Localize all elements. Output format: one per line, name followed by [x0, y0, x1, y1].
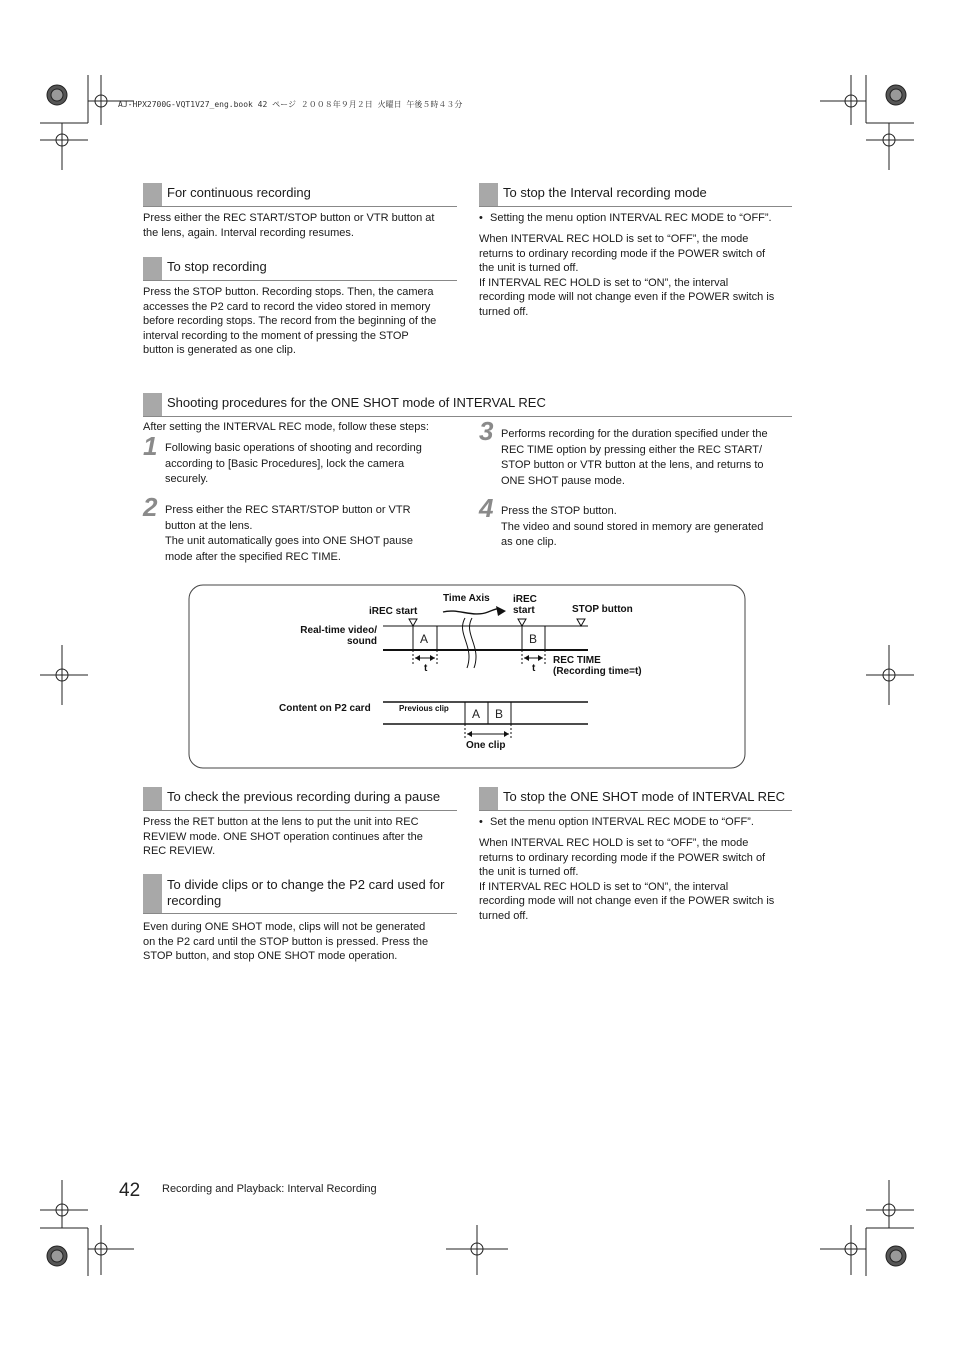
segment-a: A	[420, 632, 429, 646]
para-stop-recording: Press the STOP button. Recording stops. Then, the camera accesses the P2 card to record the video stored in memory before recording stops. The record from the beginning of the interval recording to the moment of pressing the STOP button is generated as one clip.	[143, 286, 437, 357]
label-rec-time-2: (Recording time=t)	[553, 666, 642, 677]
label-t-1: t	[424, 663, 428, 674]
print-header: AJ-HPX2700G-VQT1V27_eng.book 42 ページ ２００８年９月２日 火曜日 午後５時４３分	[118, 100, 463, 109]
step-1-text: Following basic operations of shooting and recording according to [Basic Procedures], lock the camera securely.	[165, 442, 422, 485]
page-number: 42	[119, 1180, 141, 1201]
label-irec-start-2a: iREC	[513, 594, 537, 605]
heading-stop-recording: To stop recording	[143, 257, 457, 281]
para-divide-clips: Even during ONE SHOT mode, clips will not be generated on the P2 card until the STOP button is pressed. Press the STOP button, and stop ONE SHOT mode operation.	[143, 921, 429, 963]
label-realtime-1: Real-time video/	[300, 625, 377, 636]
step-3-text: Performs recording for the duration specified under the REC TIME option by pressing either the REC START/ STOP button or VTR button at the lens, and returns to ONE SHOT pause mode.	[501, 428, 768, 487]
heading-continuous-recording: For continuous recording	[143, 183, 457, 207]
label-rec-time-1: REC TIME	[553, 655, 601, 666]
footer-section-title: Recording and Playback: Interval Recording	[162, 1183, 377, 1195]
step-1-number: 1	[143, 431, 158, 461]
label-one-clip: One clip	[466, 740, 506, 751]
heading-stop-one-shot: To stop the ONE SHOT mode of INTERVAL REC	[479, 787, 792, 811]
para-stop-one-shot: When INTERVAL REC HOLD is set to “OFF”, the mode returns to ordinary recording mode if the POWER switch of the unit is turned off. If INTERVAL REC HOLD is set to “ON”, the interval recording mode will not change even if the POWER switch is turned off.	[479, 837, 775, 922]
step-3-number: 3	[479, 416, 494, 446]
segment-b: B	[529, 632, 538, 646]
label-time-axis: Time Axis	[443, 593, 490, 604]
heading-one-shot-procedures: Shooting procedures for the ONE SHOT mode of INTERVAL REC	[143, 393, 792, 417]
bullet-interval-rec-mode-off: • Setting the menu option INTERVAL REC MODE to “OFF”.	[479, 212, 772, 224]
heading-divide-clips: To divide clips or to change the P2 card used for recording	[143, 874, 457, 914]
one-shot-intro: After setting the INTERVAL REC mode, follow these steps:	[143, 421, 429, 433]
para-stop-interval-mode: When INTERVAL REC HOLD is set to “OFF”, the mode returns to ordinary recording mode if the POWER switch of the unit is turned off. If INTERVAL REC HOLD is set to “ON”, the interval recording mode will not change even if the POWER switch is turned off.	[479, 233, 775, 318]
label-irec-start-2b: start	[513, 605, 535, 616]
label-content-p2: Content on P2 card	[279, 703, 371, 714]
step-2-number: 2	[143, 492, 158, 522]
step-4-text: Press the STOP button. The video and sound stored in memory are generated as one clip.	[501, 505, 764, 548]
label-t-2: t	[532, 663, 536, 674]
para-continuous-recording: Press either the REC START/STOP button or VTR button at the lens, again. Interval recording resumes.	[143, 212, 435, 239]
para-check-previous: Press the RET button at the lens to put the unit into REC REVIEW mode. ONE SHOT operation continues after the REC REVIEW.	[143, 816, 423, 858]
one-shot-timing-diagram	[188, 584, 748, 770]
step-4-number: 4	[479, 493, 494, 523]
clip-a: A	[472, 707, 481, 721]
label-irec-start-1: iREC start	[369, 606, 418, 617]
heading-check-previous: To check the previous recording during a pause	[143, 787, 457, 811]
clip-b: B	[495, 707, 504, 721]
label-stop-button: STOP button	[572, 604, 633, 615]
label-realtime-2: sound	[347, 636, 377, 647]
label-previous-clip: Previous clip	[399, 704, 449, 713]
step-2-text: Press either the REC START/STOP button or VTR button at the lens. The unit automatically goes into ONE SHOT pause mode after the specified REC TIME.	[165, 504, 414, 563]
bullet-one-shot-mode-off: • Set the menu option INTERVAL REC MODE to “OFF”.	[479, 816, 754, 828]
heading-stop-interval-mode: To stop the Interval recording mode	[479, 183, 792, 207]
